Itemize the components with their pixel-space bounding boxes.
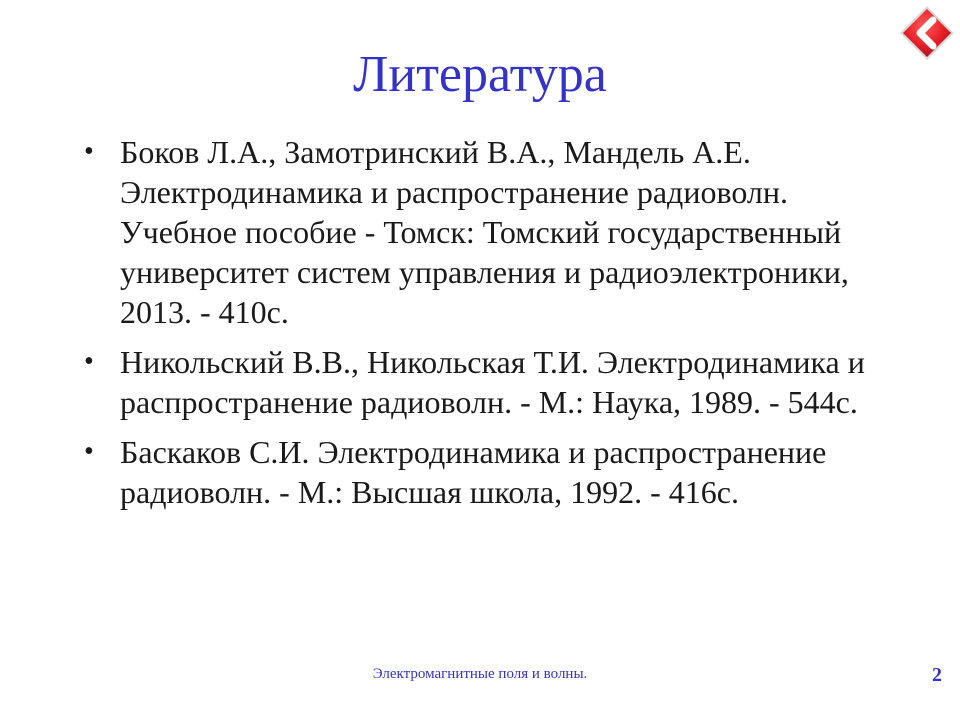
back-arrow-icon — [898, 4, 956, 62]
back-button[interactable] — [898, 4, 956, 62]
reference-list — [80, 132, 880, 522]
slide-title: Литература — [353, 46, 607, 103]
reference-text: Никольский В.В., Никольская Т.И. Электродинамика и распространение радиоволн. - М.: Наука, 1989. - 544с. — [120, 344, 865, 420]
bullet-icon: • — [84, 136, 94, 167]
reference-item — [80, 342, 880, 422]
footer-text: Электромагнитные поля и волны. — [372, 666, 588, 682]
bullet-icon: • — [84, 436, 94, 467]
reference-text: Баскаков С.И. Электродинамика и распространение радиоволн. - М.: Высшая школа, 1992. - 416с. — [120, 434, 827, 510]
reference-text: Боков Л.А., Замотринский В.А., Мандель А.Е. Электродинамика и распространение радиоволн. Учебное пособие - Томск: Томский государственный университет систем управления и радиоэлектроники, 2013. - 410с. — [120, 134, 849, 330]
page-number: 2 — [932, 664, 942, 686]
reference-item — [80, 432, 880, 512]
reference-item — [80, 132, 880, 332]
bullet-icon: • — [84, 346, 94, 377]
